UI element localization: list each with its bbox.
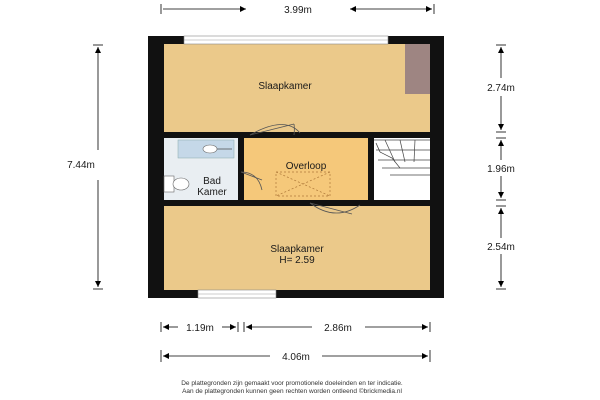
label-bathroom-line1: Bad [203, 176, 221, 187]
label-landing: Overloop [285, 161, 327, 172]
label-bathroom-line2: Kamer [197, 187, 227, 198]
label-bedroom-top: Slaapkamer [258, 81, 312, 92]
disclaimer-line1: De plattegronden zijn gemaakt voor promotionele doeleinden en ter indicatie. [181, 380, 403, 387]
window-bottom [198, 290, 276, 298]
dimension-top-label: 3.99m [284, 5, 312, 16]
dimension-right-top-label: 2.74m [487, 83, 515, 94]
dimension-right-middle-label: 1.96m [487, 164, 515, 175]
label-bedroom-bottom-line1: Slaapkamer [270, 244, 324, 255]
disclaimer-line2: Aan de plattegronden kunnen geen rechten worden ontleend ©brickmedia.nl [182, 388, 402, 395]
label-bedroom-bottom-line2: H= 2.59 [279, 255, 315, 266]
window-top [184, 36, 388, 44]
dimension-left-label: 7.44m [67, 160, 95, 171]
dimension-bottom-total-label: 4.06m [282, 352, 310, 363]
chimney [405, 44, 430, 94]
dimension-bottom-right-label: 2.86m [324, 323, 352, 334]
shower-icon [178, 140, 234, 158]
dimension-bottom-left-label: 1.19m [186, 323, 214, 334]
dimension-right-bottom-label: 2.54m [487, 242, 515, 253]
